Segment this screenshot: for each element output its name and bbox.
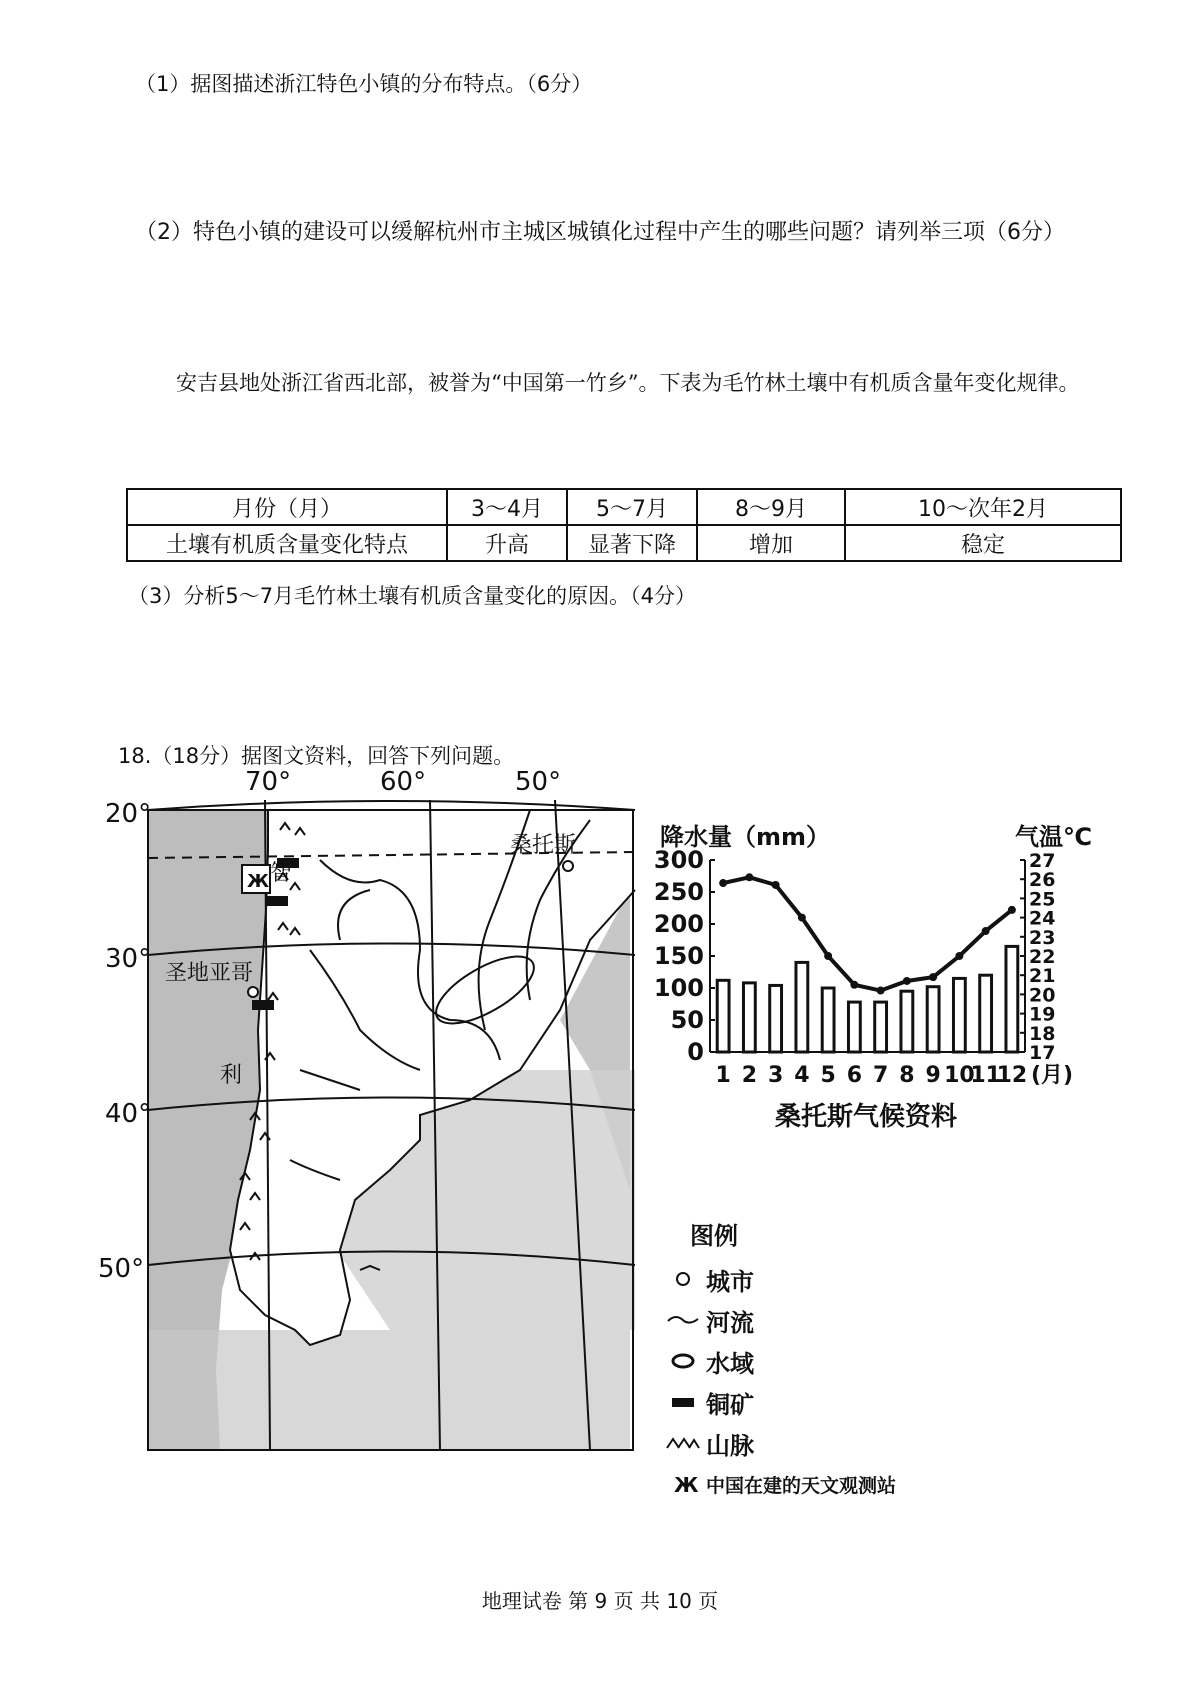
legend-label: 河流 — [706, 1308, 754, 1337]
table-cell: 升高 — [447, 525, 567, 561]
table-cell: 3～4月 — [447, 489, 567, 525]
longitude-50-label: 50° — [515, 767, 562, 797]
table-cell: 显著下降 — [567, 525, 697, 561]
temp-axis-label: 气温℃ — [1015, 823, 1093, 851]
legend-item-city — [660, 1262, 754, 1296]
legend-item-water — [660, 1344, 754, 1378]
month-label: 1 — [715, 1063, 731, 1088]
precip-axis-label: 降水量（mm） — [660, 823, 831, 851]
temp-tick-label: 23 — [1029, 926, 1056, 949]
copper-mine-icon — [266, 896, 288, 906]
temp-tick-label: 17 — [1029, 1042, 1056, 1064]
latitude-20-label: 20° — [105, 799, 152, 829]
month-labels — [715, 1063, 1027, 1088]
precip-tick-label: 200 — [653, 910, 704, 938]
city-icon — [660, 1271, 706, 1287]
temperature-point — [772, 881, 780, 889]
temperature-point — [903, 977, 911, 985]
temp-tick-label: 18 — [1029, 1022, 1056, 1045]
latitude-40-label: 40° — [105, 1099, 152, 1129]
city-icon — [248, 987, 258, 997]
temperature-points — [719, 873, 1016, 994]
precip-bar — [796, 962, 808, 1052]
legend-label: 铜矿 — [706, 1390, 754, 1419]
month-label: 12 — [996, 1063, 1028, 1088]
latitude-30-label: 30° — [105, 944, 152, 974]
page-footer: 地理试卷 第 9 页 共 10 页 — [481, 1589, 719, 1613]
temp-tick-label: 27 — [1029, 850, 1056, 872]
table-cell: 月份（月） — [127, 489, 447, 525]
temperature-point — [745, 873, 753, 881]
table-cell: 8～9月 — [697, 489, 845, 525]
month-label: 5 — [820, 1063, 836, 1088]
santos-label: 桑托斯 — [510, 833, 577, 858]
passage-anji: 安吉县地处浙江省西北部，被誉为“中国第一竹乡”。下表为毛竹林土壤中有机质含量年变化规律。 — [176, 371, 1080, 395]
observatory-icon: Ж — [247, 871, 270, 892]
question-1: （1）据图描述浙江特色小镇的分布特点。（6分） — [135, 72, 593, 96]
table-header-row — [127, 489, 1121, 525]
temp-tick-label: 25 — [1029, 888, 1056, 911]
precip-tick-label: 0 — [687, 1038, 704, 1066]
legend-label: 中国在建的天文观测站 — [706, 1474, 897, 1497]
svg-text:Ж: Ж — [674, 1473, 699, 1497]
legend-label: 山脉 — [706, 1431, 754, 1460]
legend-item-observatory — [660, 1467, 896, 1501]
chile-label-2: 利 — [220, 1063, 243, 1088]
south-america-map — [90, 767, 650, 1470]
precip-bars — [717, 946, 1018, 1052]
month-label: 9 — [925, 1063, 941, 1088]
temp-tick-label: 21 — [1029, 965, 1056, 988]
copper-mine-icon — [252, 1000, 274, 1010]
temp-tick-label: 19 — [1029, 1003, 1056, 1026]
temp-tick-label: 20 — [1029, 984, 1056, 1007]
table-cell: 土壤有机质含量变化特点 — [127, 525, 447, 561]
temperature-point — [1008, 906, 1016, 914]
table-row — [127, 525, 1121, 561]
legend-item-mountain — [660, 1426, 754, 1460]
month-label: 11 — [970, 1063, 1001, 1088]
parallel-20 — [148, 801, 635, 810]
precip-tick-label: 150 — [653, 942, 704, 970]
temperature-point — [798, 914, 806, 922]
precip-bar — [901, 991, 913, 1052]
chart-title: 桑托斯气候资料 — [775, 1102, 958, 1132]
precip-bar — [822, 988, 834, 1052]
latitude-50-label: 50° — [98, 1254, 145, 1284]
precip-tick-labels — [654, 846, 715, 1066]
temperature-point — [824, 952, 832, 960]
table-cell: 增加 — [697, 525, 845, 561]
temp-tick-label: 22 — [1029, 946, 1056, 968]
santos-climate-chart — [655, 820, 1095, 1160]
precip-tick-label: 300 — [653, 846, 704, 874]
observatory-icon — [660, 1472, 706, 1496]
month-label: 10 — [944, 1063, 975, 1088]
copper-mine-icon — [660, 1395, 706, 1409]
mountain-icon — [660, 1435, 706, 1451]
month-label: 2 — [741, 1063, 758, 1088]
table-cell: 10～次年2月 — [845, 489, 1121, 525]
longitude-70-label: 70° — [245, 767, 292, 797]
precip-bar — [743, 983, 755, 1052]
temperature-point — [982, 927, 990, 935]
precip-bar — [1006, 946, 1018, 1052]
month-label: 7 — [872, 1063, 889, 1088]
precip-bar — [848, 1002, 860, 1052]
precip-bar — [717, 980, 729, 1052]
month-label: 3 — [767, 1063, 784, 1088]
month-unit-label: (月) — [1031, 1063, 1074, 1088]
temperature-point — [719, 879, 727, 887]
soil-organic-matter-table — [126, 488, 1122, 562]
table-cell: 5～7月 — [567, 489, 697, 525]
legend-label: 城市 — [706, 1267, 754, 1296]
river-icon — [660, 1311, 706, 1329]
temp-tick-label: 26 — [1029, 869, 1056, 892]
precip-bar — [980, 975, 992, 1052]
ocean-south — [148, 1330, 630, 1450]
chile-label-1: 智 — [270, 861, 293, 886]
question-18: 18.（18分）据图文资料，回答下列问题。 — [118, 744, 515, 768]
temp-tick-label: 24 — [1029, 907, 1056, 930]
month-label: 8 — [899, 1063, 915, 1088]
precip-tick-label: 100 — [653, 974, 704, 1002]
temperature-point — [877, 987, 885, 995]
precip-tick-label: 250 — [653, 878, 704, 906]
month-label: 6 — [846, 1063, 863, 1088]
precip-tick-label: 50 — [670, 1006, 704, 1034]
question-3: （3）分析5～7月毛竹林土壤有机质含量变化的原因。（4分） — [128, 584, 696, 608]
temperature-point — [955, 952, 963, 960]
precip-bar — [875, 1002, 887, 1052]
legend-label: 水域 — [706, 1349, 754, 1378]
precip-bar — [770, 985, 782, 1052]
temperature-line — [723, 877, 1012, 990]
precip-bar — [927, 987, 939, 1052]
question-2: （2）特色小镇的建设可以缓解杭州市主城区城镇化过程中产生的哪些问题？请列举三项（6分） — [135, 220, 1065, 245]
legend-item-river — [660, 1303, 754, 1337]
legend-item-copper — [660, 1385, 754, 1419]
month-label: 4 — [794, 1063, 810, 1088]
precip-bar — [953, 978, 965, 1052]
temperature-point — [929, 973, 937, 981]
santiago-label: 圣地亚哥 — [165, 961, 254, 986]
table-cell: 稳定 — [845, 525, 1121, 561]
temperature-point — [850, 981, 858, 989]
water-body-icon — [660, 1352, 706, 1370]
legend-title: 图例 — [690, 1222, 738, 1250]
longitude-60-label: 60° — [380, 767, 427, 797]
city-icon — [563, 861, 573, 871]
